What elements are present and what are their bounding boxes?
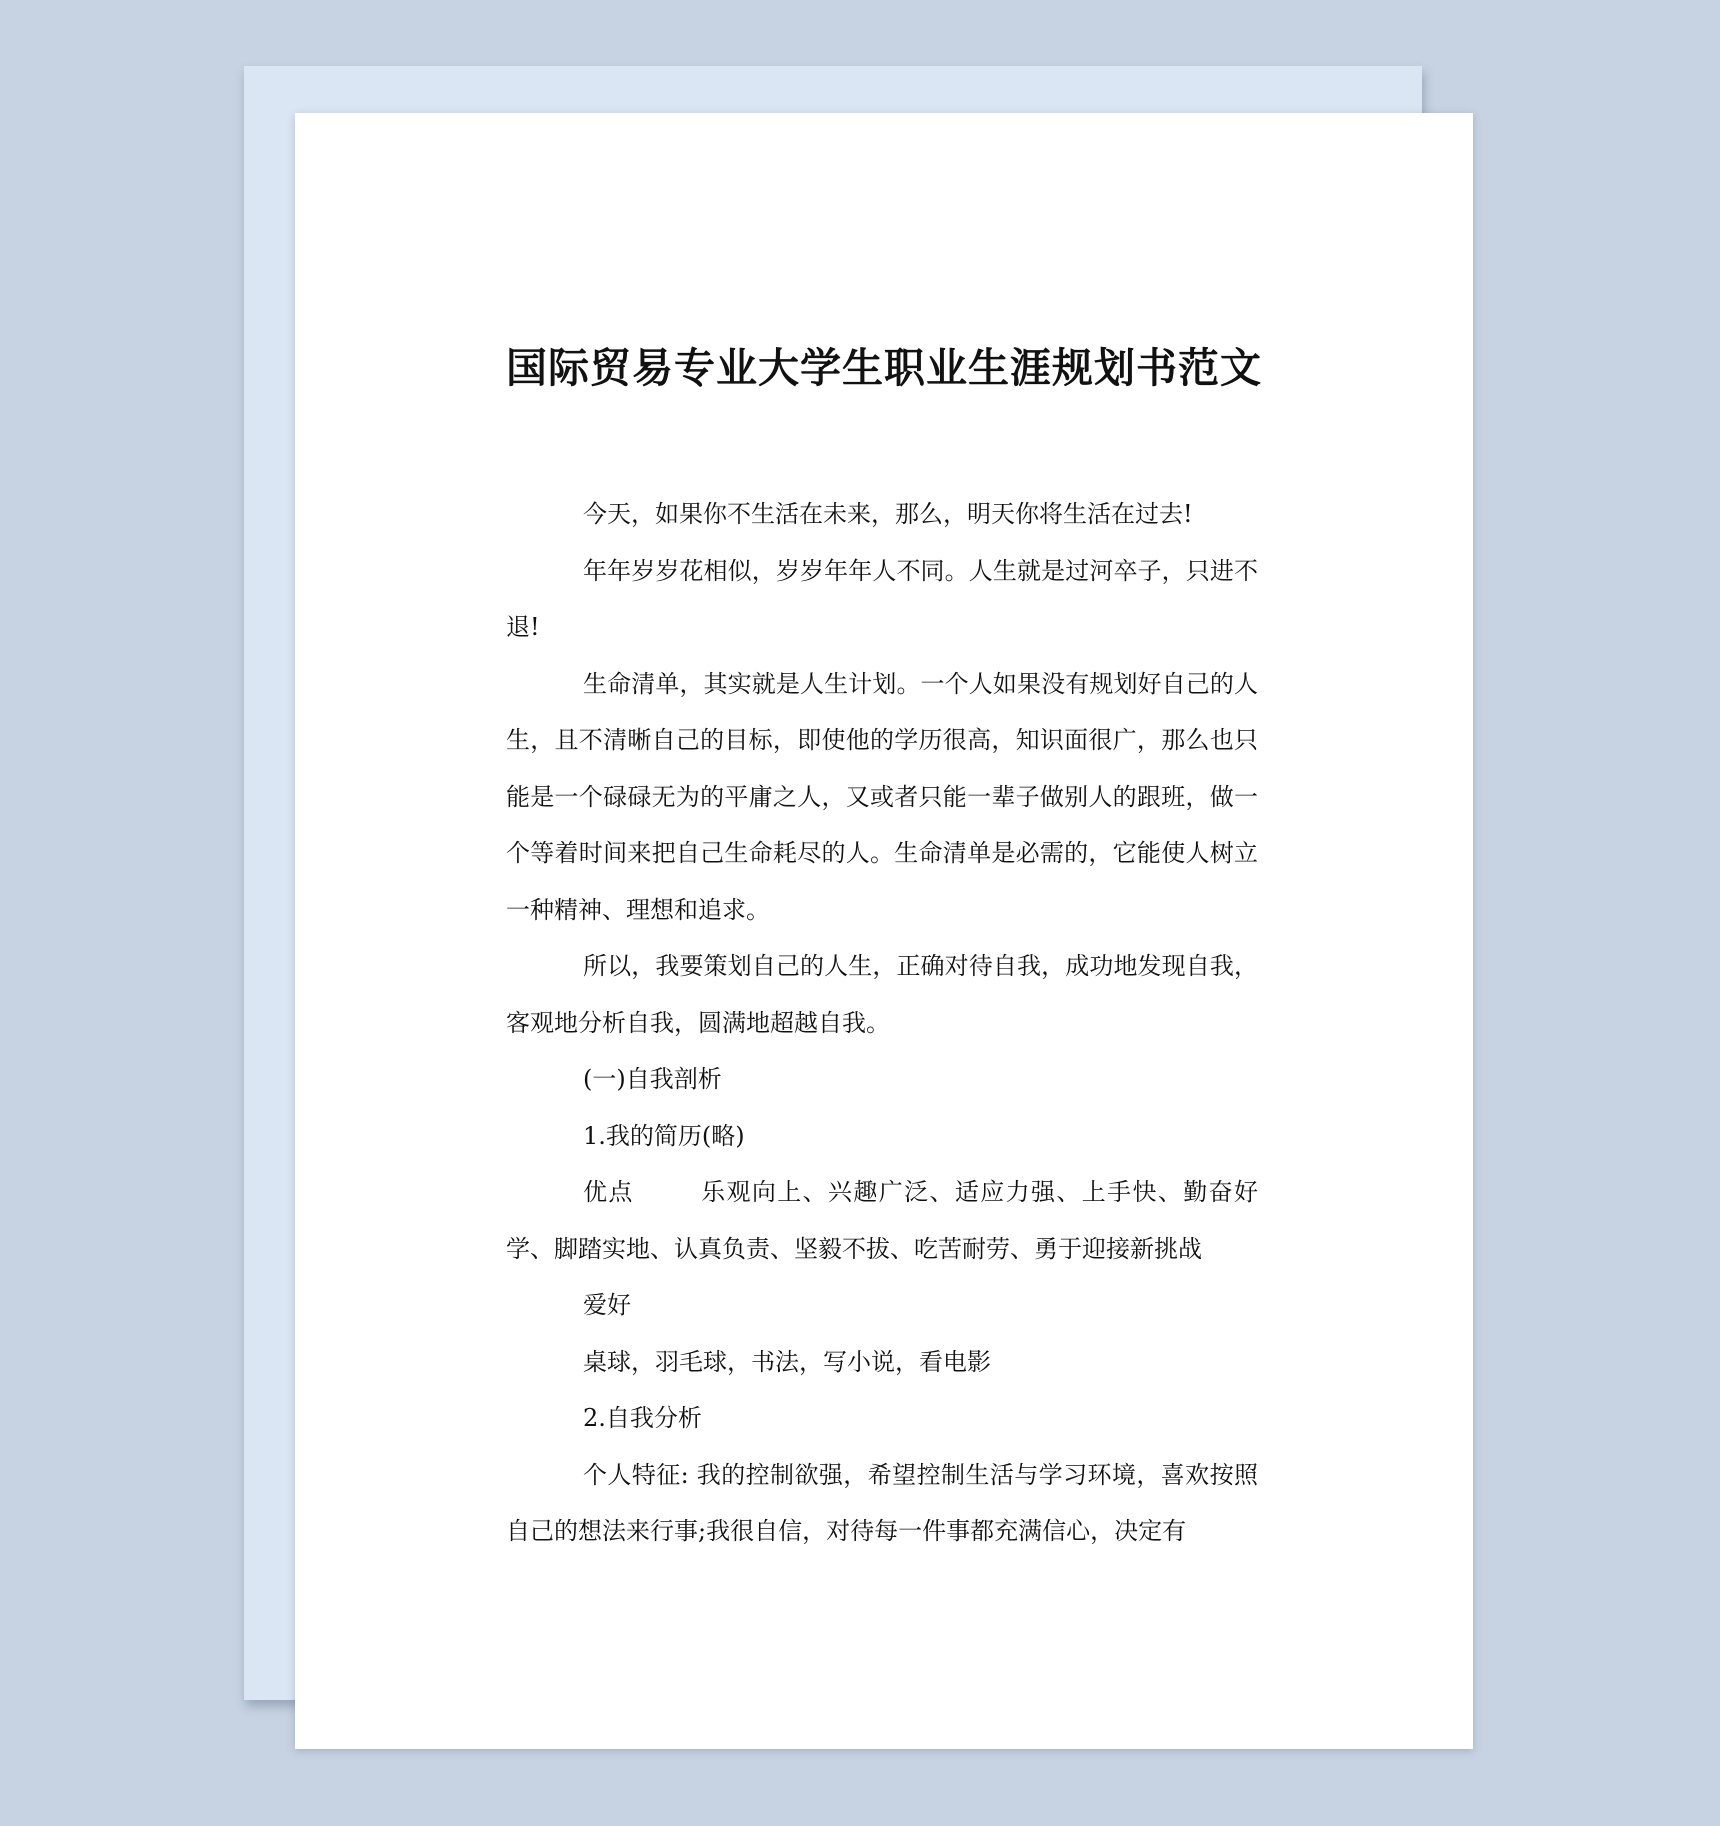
paragraph-opening-quote: 今天，如果你不生活在未来，那么，明天你将生活在过去!: [583, 500, 1193, 528]
heading-my-resume: 1.我的简历(略): [583, 1121, 745, 1150]
paragraph-strengths: [506, 1164, 1258, 1277]
document-title: 国际贸易专业大学生职业生涯规划书范文: [506, 344, 1262, 392]
document-page: [295, 113, 1473, 1749]
heading-self-assessment: 2.自我分析: [583, 1404, 702, 1432]
strengths-label: 优点: [583, 1178, 634, 1206]
hobbies-label: 爱好: [583, 1291, 631, 1319]
paragraph-personal-traits: 个人特征: 我的控制欲强，希望控制生活与学习环境，喜欢按照自己的想法来行事;我很自信，对待每一件事都充满信心，决定有: [506, 1460, 1258, 1545]
paragraph-years-pass: 年年岁岁花相似，岁岁年年人不同。人生就是过河卒子，只进不退!: [506, 556, 1258, 641]
strengths-text: 乐观向上、兴趣广泛、适应力强、上手快、勤奋好学、脚踏实地、认真负责、坚毅不拔、吃苦耐劳、勇于迎接新挑战: [506, 1178, 1258, 1263]
document-body: [506, 486, 1258, 1560]
hobbies-list: 桌球，羽毛球，书法，写小说，看电影: [583, 1347, 991, 1376]
paragraph-life-list: 生命清单，其实就是人生计划。一个人如果没有规划好自己的人生，且不清晰自己的目标，即使他的学历很高，知识面很广，那么也只能是一个碌碌无为的平庸之人，又或者只能一辈子做别人的跟班，做一个等着时间来把自己生命耗尽的人。生命清单是必需的，它能使人树立一种精神、理想和追求。: [506, 669, 1258, 924]
paragraph-plan-self: 所以，我要策划自己的人生，正确对待自我，成功地发现自我，客观地分析自我，圆满地超越自我。: [506, 952, 1258, 1037]
heading-self-analysis: (一)自我剖析: [583, 1065, 722, 1093]
